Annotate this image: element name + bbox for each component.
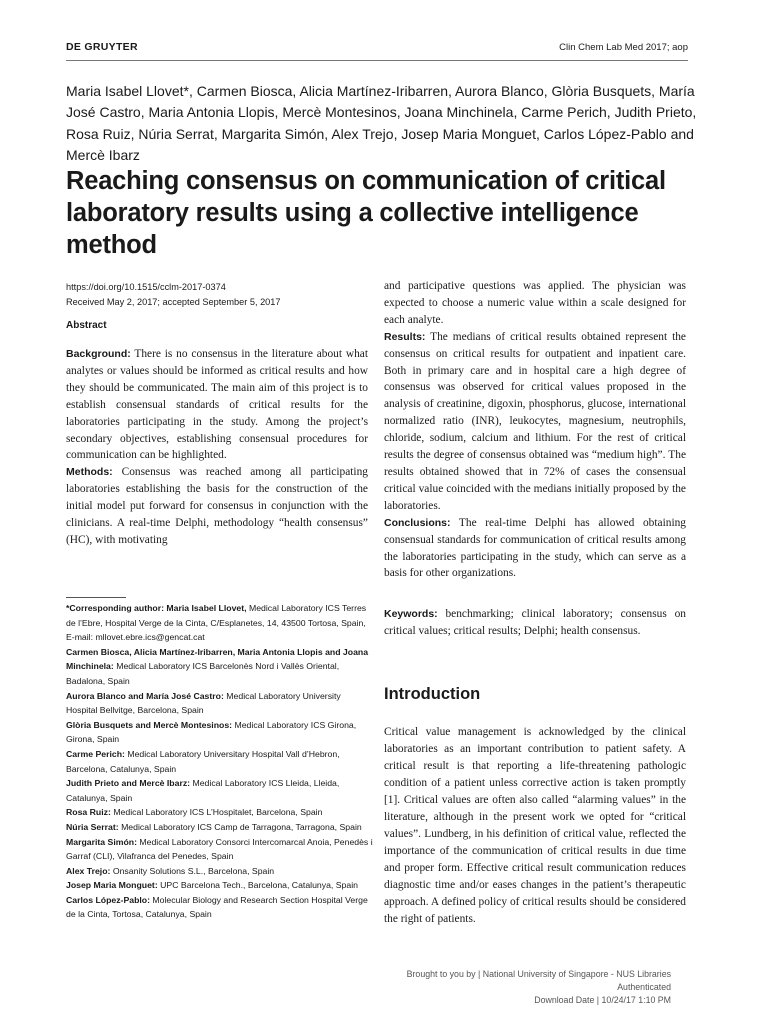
footnote-item [66,776,374,805]
footnote-names: Carlos López-Pablo: [66,894,150,905]
footnote-item [66,835,374,864]
footnote-rule [66,597,126,598]
footnote-names: Carmen Biosca, Alicia Martínez-Iribarren, Maria Antonia Llopis and Joana Minchinela: [66,646,369,672]
footnote-names: Rosa Ruiz: [66,807,111,818]
footnote-text: Medical Laboratory ICS Terres de l’Ebre, Hospital Verge de la Cinta, C/Esplanetes, 14, 43500 Tortosa, Spain, E-mail: mllovet.ebre.ics@gencat.cat [66,603,367,643]
abstract-left-column [66,346,368,549]
keywords-label: Keywords: [384,608,438,620]
footnote-text: Medical Laboratory ICS Lleida, Lleida, Catalunya, Spain [66,778,340,803]
affiliations-footnotes [66,601,374,922]
footnote-text: Medical Laboratory ICS L’Hospitalet, Barcelona, Spain [113,807,323,818]
article-title: Reaching consensus on communication of critical laboratory results using a collective intelligence method [66,167,666,259]
download-date: Download Date | 10/24/17 1:10 PM [534,994,671,1005]
abstract-background [66,346,368,464]
abstract-right-column [384,278,686,582]
results-text: The medians of critical results obtained represent the consensus on critical results for outpatient and inpatient care. Both in primary care and in hospital care a high degree of consensus was observed for critical values proposed in the analysis of creatinine, digoxin, phosphorus, glucose, international normalized ratio (INR), leukocytes, magnesium, neutrophils, chloride, sodium, calcium and lithium. For the rest of critical results the degree of consensus obtained was “medium high”. The results obtained showed that in 72% of cases the consensual critical value coincided with the medians initially proposed by the laboratories. [384,330,686,512]
footnote-text: Medical Laboratory Universitary Hospital Vall d’Hebron, Barcelona, Catalunya, Spain [66,748,340,774]
abstract-heading: Abstract [66,320,107,331]
footnote-text: Medical Laboratory ICS Camp de Tarragona, Tarragona, Spain [121,821,362,832]
keywords [384,606,686,640]
methods-label: Methods: [66,466,113,479]
footnote-text: Molecular Biology and Research Section Hospital Verge de la Cinta, Tortosa, Catalunya, Spain [66,894,368,920]
journal-citation: Clin Chem Lab Med 2017; aop [559,42,688,53]
introduction-text: Critical value management is acknowledged by the clinical laboratories as an important contribution to patient safety. A critical result is that reporting a life-threatening pathologic condition of a patient unless corrective action is taken promptly [1]. Critical values are often also called “alarming values” in the literature, although in the present work we opted for “critical values”. Lundberg, in his definition of critical value, reflected the importance of the communication of critical results in due time and proper form. Effective critical result communication reduces diagnostic time and/or eases changes in the patient’s therapeutic approach. A defined policy of critical results should be considered the right of patients. [384,726,686,925]
footnote-names: Aurora Blanco and María José Castro: [66,690,224,701]
footnote-text: UPC Barcelona Tech., Barcelona, Catalunya, Spain [160,880,358,891]
download-auth: Authenticated [617,981,671,992]
footnote-item [66,645,374,689]
footnote-text: Medical Laboratory University Hospital Bellvitge, Barcelona, Spain [66,690,341,716]
background-text: There is no consensus in the literature about what analytes or values should be informed as critical results and how they should be communicated. The main aim of this project is to establish consensual standards of critical results for the laboratories participating in the study. Among the project’s secondary objectives, establishing consensual procedures for communication can be highlighted. [66,348,368,462]
footnote-names: *Corresponding author: Maria Isabel Llovet, [66,603,247,613]
footnote-item [66,805,374,820]
abstract-results [384,329,686,515]
conclusions-label: Conclusions: [384,516,451,529]
footnote-item [66,878,374,893]
footnote-names: Margarita Simón: [66,836,137,847]
footnote-text: Medical Laboratory ICS Barcelonès Nord i Vallès Oriental, Badalona, Spain [66,661,340,686]
footnote-item [66,718,374,747]
footnote-text: Medical Laboratory Consorci Intercomarcal Anoia, Penedès i Garraf (CLI), Vilafranca del Penedes, Spain [66,836,373,862]
introduction-heading: Introduction [384,685,481,703]
conclusions-text: The real-time Delphi has allowed obtaining consensual standards for communication of critical results among the laboratories participating in the study, which can serve as a basis for other organizations. [384,516,686,580]
results-label: Results: [384,330,426,343]
footnote-item [66,864,374,879]
methods-text: Consensus was reached among all participating laboratories establishing the basis for the construction of the initial model put forward for consensus in conjunction with the clinicians. A real-time Delphi, methodology “health consensus” (HC), with motivating [66,466,368,546]
received-dates: Received May 2, 2017; accepted September 5, 2017 [66,296,281,307]
footnote-names: Carme Perich: [66,748,125,759]
footnote-text: Medical Laboratory ICS Girona, Girona, Spain [66,719,357,745]
header-rule [66,60,688,61]
publisher-name: DE GRUYTER [66,41,138,53]
abstract-methods [66,464,368,549]
author-list: Maria Isabel Llovet*, Carmen Biosca, Alicia Martínez-Iribarren, Aurora Blanco, Glòria Busquets, María José Castro, Maria Antonia Llopis, Mercè Montesinos, Joana Minchinela, Carme Perich, Judith Prieto, Rosa Ruiz, Núria Serrat, Margarita Simón, Alex Trejo, Josep Maria Monguet, Carlos López-Pablo and Mercè Ibarz [66,83,697,163]
footnote-item [66,601,374,645]
doi-link[interactable]: https://doi.org/10.1515/cclm-2017-0374 [66,282,226,292]
article-meta [66,280,281,309]
footnote-names: Josep Maria Monguet: [66,880,158,891]
footnote-names: Núria Serrat: [66,821,119,832]
keywords-text: benchmarking; clinical laboratory; consensus on critical values; critical results; Delphi; health consensus. [384,608,686,637]
footnote-item [66,820,374,835]
footnote-names: Alex Trejo: [66,865,111,876]
download-source: Brought to you by | National University of Singapore - NUS Libraries [406,969,671,979]
methods-continued: and participative questions was applied. The physician was expected to choose a numeric value within a scale designed for each analyte. [384,280,686,326]
footnote-item [66,893,374,922]
footnote-item [66,747,374,776]
abstract-conclusions [384,515,686,583]
footnote-text: Onsanity Solutions S.L., Barcelona, Spain [112,865,275,876]
footnote-names: Judith Prieto and Mercè Ibarz: [66,778,191,789]
footnote-names: Glòria Busquets and Mercè Montesinos: [66,719,233,730]
footnote-item [66,689,374,718]
download-stamp [407,968,671,1006]
background-label: Background: [66,348,131,360]
